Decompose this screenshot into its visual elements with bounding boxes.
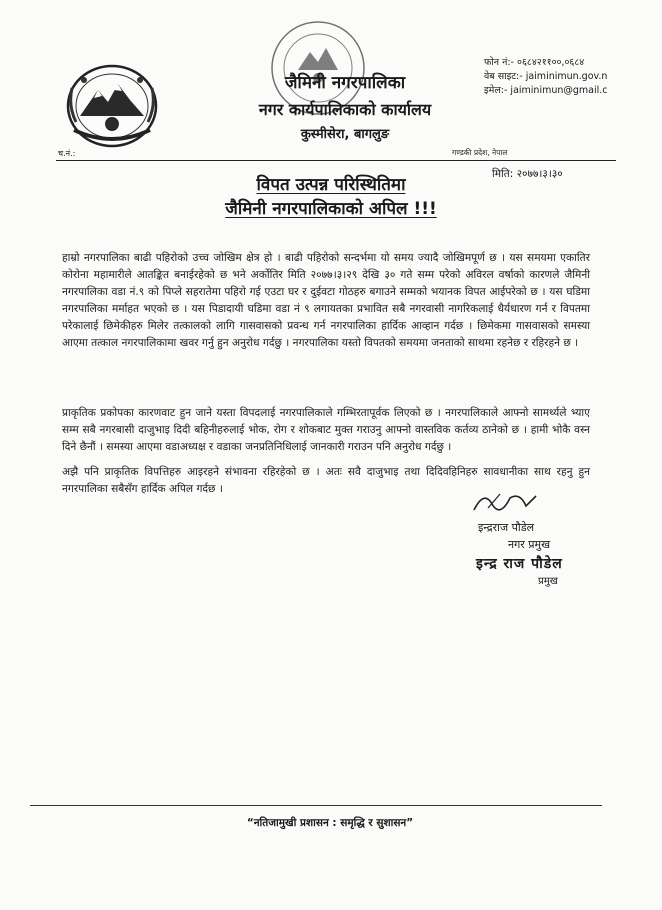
contact-website: वेब साइट:- jaiminimun.gov.n: [484, 71, 608, 82]
office-name: नगर कार्यपालिकाको कार्यालय: [258, 100, 432, 119]
signatory-name: इन्द्रराज पौडेल: [478, 521, 535, 534]
footer-motto: “नतिजामुखी प्रशासन : समृद्धि र सुशासन”: [246, 817, 414, 829]
heading-line-1-text: विपत उत्पन्न परिस्थितिमा: [256, 175, 406, 195]
heading-line-1: [150, 172, 512, 195]
stamp-name: इन्द्र राज पौडेल: [476, 556, 563, 572]
nepal-emblem-icon: [64, 58, 160, 150]
footer-divider: [30, 805, 602, 806]
header-divider: [56, 160, 616, 161]
contact-email: इमेल:- jaiminimun@gmail.c: [484, 85, 608, 96]
body-paragraph-2: प्राकृतिक प्रकोपका कारणवाट हुन जाने यस्ता विपदलाई नगरपालिकाले गम्भिरतापूर्वक लिएको छ । नगरपालिकाले आफ्नो सामर्थ्यले भ्याए सम्म सबै नगरबासी दाजुभाइ दिदी बहिनीहरुलाई भोक, रोग र शोकबाट मुक्त गराउनु आफ्नो वास्तविक कर्तव्य ठानेको छ । हामी भोकै वस्न दिने छैनौं । समस्या आएमा वडाअध्यक्ष र वडाका जनप्रतिनिधिलाई जानकारी गराउन पनि अनुरोध गर्दछु ।: [62, 407, 590, 453]
letter-date: मिति: २०७७।३।३०: [492, 168, 563, 180]
signature-scrawl-icon: [470, 488, 540, 516]
heading-line-2-text: जैमिनी नगरपालिकाको अपिल !!!: [225, 199, 437, 219]
signatory-title: नगर प्रमुख: [508, 538, 551, 551]
reference-number-label: च.नं.:: [58, 149, 76, 158]
province-label: गण्डकी प्रदेश, नेपाल: [452, 148, 508, 157]
stamp-title: प्रमुख: [538, 576, 558, 587]
body-paragraph-3: अझै पनि प्राकृतिक विपत्तिहरु आइरहने संभावना रहिरहेको छ । अतः सवै दाजुभाइ तथा दिदिवहिनिहरु सावधानीका साथ रहनु हुन नगरपालिका सबैसँग हार्दिक अपिल गर्दछ ।: [62, 466, 590, 495]
contact-block: [484, 56, 662, 98]
heading-line-2: [150, 196, 512, 219]
org-name: जैमिनी नगरपालिका: [284, 73, 406, 93]
body-paragraph-1: हाम्रो नगरपालिका बाढी पहिरोको उच्च जोखिम क्षेत्र हो । बाढी पहिरोको सन्दर्भमा यो समय ज्यादै जोखिमपूर्ण छ । यस समयमा एकातिर कोरोना महामारीले आतङ्कित बनाईरहेको छ भने अर्कोतिर मिति २०७७।३।२९ देखि ३० गते सम्म परेको अविरल वर्षाको कारणले जैमिनी नगरपालिका वडा नं.९ को पिप्ले सहरातेमा पहिरो गई एउटा घर र दुईवटा गोठहरु बगाउने सम्मको भयानक विपत आईपरेको छ । यस घडिमा नगरपालिका मर्माहत भएको छ । यस पिडादायी घडिमा वडा नं ९ लगायतका प्रभावित सबै नगरवासी नागरिकलाई धैर्यधारण गर्न र विपतमा परेकालाई छिमेकीहरु मिलेर तत्कालको लागि गासवासको प्रवन्ध गर्न नगरपालिका हार्दिक आव्हान गर्दछ । छिमेकमा गासवासको समस्या आएमा तत्काल नगरपालिकामा खवर गर्नु हुन अनुरोध गर्दछु । नगरपालिका यस्तो विपतको समयमा जनताको साथमा रहनेछ र रहिरहने छ ।: [62, 252, 590, 349]
contact-phone: फोन नं:- ०६८४२११००,०६८४: [484, 57, 585, 68]
office-address: कुस्मीसेरा, बागलुङ: [300, 127, 390, 142]
